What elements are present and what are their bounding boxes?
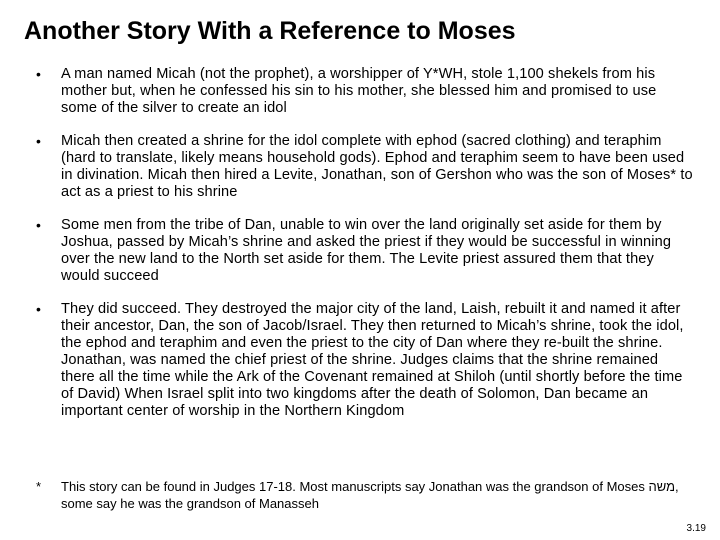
bullet-text: Some men from the tribe of Dan, unable to win over the land originally set aside for them by Joshua, passed by Micah’s shrine and asked the priest if they would be successful in winning over the new land to the North set aside for them. The Levite priest assured them that they would succeed [61,217,672,284]
footnote-text: This story can be found in Judges 17-18. Most manuscripts say Jonathan was the grandson of Moses משה, some say he was the grandson of Manasseh [61,479,679,511]
bullet-text: A man named Micah (not the prophet), a worshipper of Y*WH, stole 1,100 shekels from his mother but, when he confessed his sin to his mother, she blessed him and promised to use some of the silver to create an idol [61,66,657,116]
bullet-item-micah-shrine [36,133,696,201]
slide-title: Another Story With a Reference to Moses [24,17,516,45]
bullet-icon: • [36,133,42,149]
bullet-item-they-did-succeed [36,301,696,420]
footnote-marker: * [36,479,42,494]
bullet-icon: • [36,66,42,82]
footnote [36,478,696,512]
bullet-text: Micah then created a shrine for the idol complete with ephod (sacred clothing) and teraphim (hard to translate, likely means household gods). Ephod and teraphim seem to have been used in divination. Micah then hired a Levite, Jonathan, son of Gershon who was the son of Moses* to act as a priest to his shrine [61,133,693,200]
bullet-item-tribe-of-dan [36,217,696,285]
bullet-item-micah-silver [36,66,696,117]
bullet-text: They did succeed. They destroyed the major city of the land, Laish, rebuilt it and named it after their ancestor, Dan, the son of Jacob/Israel. They then returned to Micah’s shrine, took the idol, the ephod and teraphim and even the priest to the city of Dan where they re-built the shrine. Jonathan, was named the chief priest of the shrine. Judges claims that the shrine remained there all the time while the Ark of the Covenant remained at Shiloh (until shortly before the time of David) When Israel split into two kingdoms after the death of Solomon, Dan became an important center of worship in the Northern Kingdom [61,301,684,419]
bullet-list [36,66,696,420]
bullet-icon: • [36,217,42,233]
bullet-icon: • [36,301,42,317]
slide-number: 3.19 [686,523,706,534]
